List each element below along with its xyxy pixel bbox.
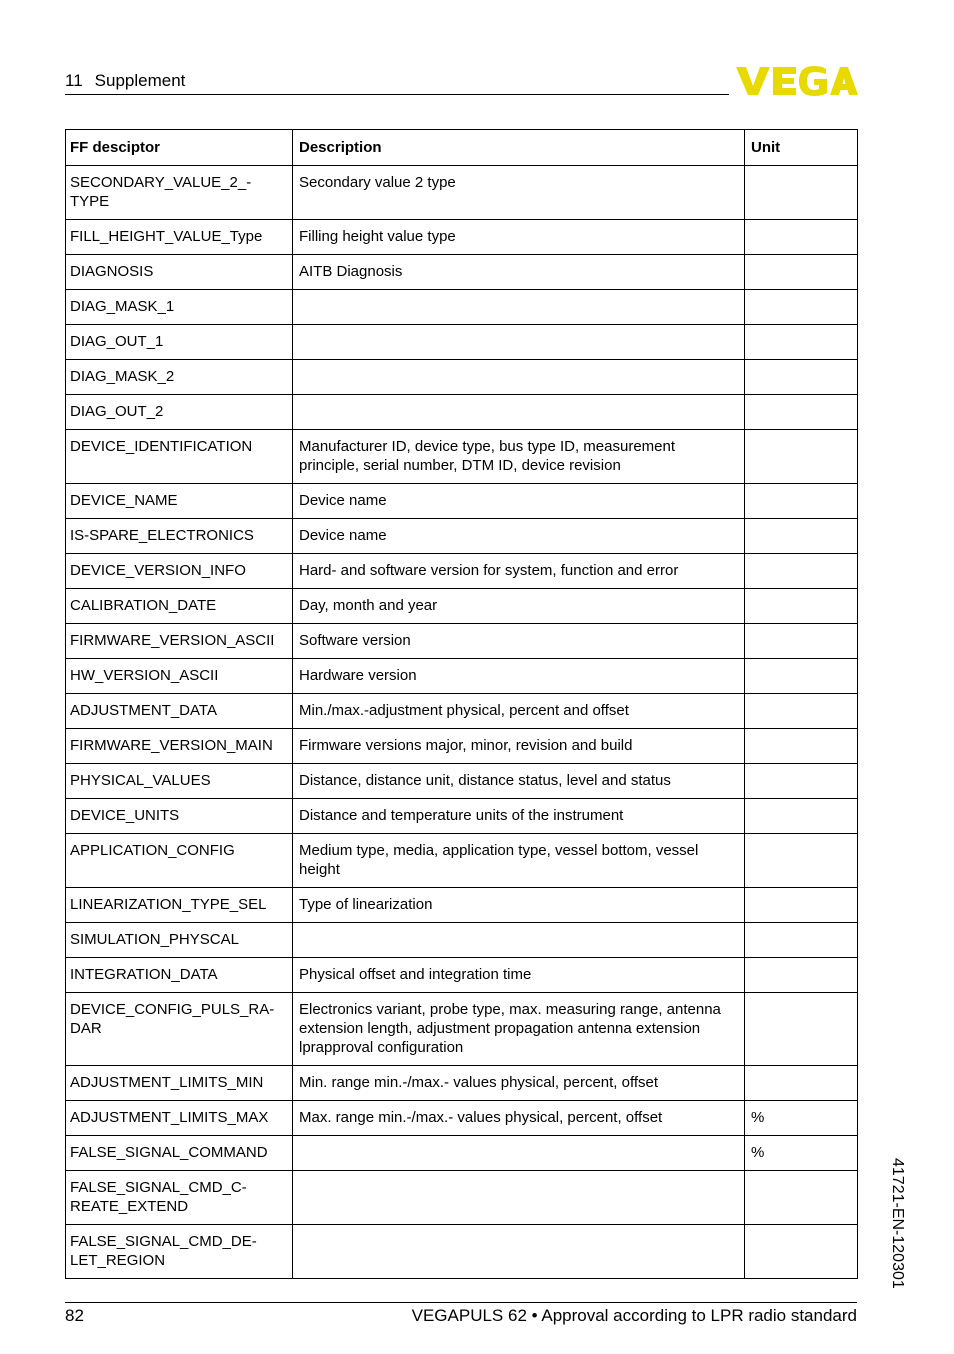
table-row	[66, 729, 858, 764]
cell-unit	[745, 519, 858, 554]
header-rule	[65, 94, 729, 95]
cell-description: Secondary value 2 type	[293, 166, 745, 220]
cell-descriptor: DIAG_OUT_2	[66, 395, 293, 430]
cell-unit	[745, 255, 858, 290]
footer-rule	[65, 1302, 857, 1303]
cell-description: Firmware versions major, minor, revision and build	[293, 729, 745, 764]
cell-unit	[745, 923, 858, 958]
cell-descriptor: IS-SPARE_ELECTRONICS	[66, 519, 293, 554]
cell-descriptor: FALSE_SIGNAL_CMD_DE- LET_REGION	[66, 1225, 293, 1279]
table-row	[66, 220, 858, 255]
table-row	[66, 993, 858, 1066]
cell-unit	[745, 1066, 858, 1101]
cell-descriptor: ADJUSTMENT_LIMITS_MIN	[66, 1066, 293, 1101]
document-code: 41721-EN-120301	[889, 1158, 906, 1289]
cell-descriptor: HW_VERSION_ASCII	[66, 659, 293, 694]
cell-descriptor: DEVICE_IDENTIFICATION	[66, 430, 293, 484]
table-row	[66, 764, 858, 799]
cell-description: Distance and temperature units of the instrument	[293, 799, 745, 834]
cell-descriptor: DEVICE_VERSION_INFO	[66, 554, 293, 589]
table-row	[66, 519, 858, 554]
cell-unit	[745, 360, 858, 395]
cell-descriptor: DEVICE_UNITS	[66, 799, 293, 834]
cell-description: Physical offset and integration time	[293, 958, 745, 993]
cell-unit	[745, 1225, 858, 1279]
cell-description	[293, 360, 745, 395]
cell-description: Min./max.-adjustment physical, percent and offset	[293, 694, 745, 729]
cell-descriptor: ADJUSTMENT_LIMITS_MAX	[66, 1101, 293, 1136]
cell-description: Manufacturer ID, device type, bus type ID, measurement principle, serial number, DTM ID, device revision	[293, 430, 745, 484]
cell-description: Software version	[293, 624, 745, 659]
cell-unit	[745, 1171, 858, 1225]
table-row	[66, 430, 858, 484]
cell-descriptor: DIAGNOSIS	[66, 255, 293, 290]
table-row	[66, 1066, 858, 1101]
cell-descriptor: DEVICE_NAME	[66, 484, 293, 519]
cell-descriptor: FILL_HEIGHT_VALUE_Type	[66, 220, 293, 255]
cell-description: Hard- and software version for system, function and error	[293, 554, 745, 589]
table-row	[66, 624, 858, 659]
cell-descriptor: APPLICATION_CONFIG	[66, 834, 293, 888]
cell-descriptor: INTEGRATION_DATA	[66, 958, 293, 993]
cell-descriptor: PHYSICAL_VALUES	[66, 764, 293, 799]
section-header	[65, 71, 185, 91]
vega-logo	[734, 64, 858, 98]
cell-description: Distance, distance unit, distance status, level and status	[293, 764, 745, 799]
page-number: 82	[65, 1306, 84, 1325]
table-body	[66, 166, 858, 1279]
cell-unit	[745, 799, 858, 834]
cell-unit	[745, 993, 858, 1066]
cell-descriptor: CALIBRATION_DATE	[66, 589, 293, 624]
table-row	[66, 166, 858, 220]
cell-unit	[745, 554, 858, 589]
table-header-row	[66, 130, 858, 166]
cell-descriptor: FALSE_SIGNAL_CMD_C- REATE_EXTEND	[66, 1171, 293, 1225]
cell-unit	[745, 764, 858, 799]
table-row	[66, 325, 858, 360]
cell-description: Medium type, media, application type, vessel bottom, vessel height	[293, 834, 745, 888]
cell-description	[293, 290, 745, 325]
header-unit: Unit	[745, 130, 858, 166]
cell-description: Electronics variant, probe type, max. measuring range, antenna extension length, adjustment propagation antenna extension lprapproval configuration	[293, 993, 745, 1066]
cell-description: Device name	[293, 484, 745, 519]
table-row	[66, 694, 858, 729]
table-row	[66, 888, 858, 923]
cell-unit: %	[745, 1136, 858, 1171]
cell-unit	[745, 958, 858, 993]
cell-descriptor: DIAG_MASK_2	[66, 360, 293, 395]
cell-description: Day, month and year	[293, 589, 745, 624]
cell-unit	[745, 729, 858, 764]
cell-unit	[745, 694, 858, 729]
header-ff-descriptor: FF desciptor	[66, 130, 293, 166]
cell-description	[293, 1171, 745, 1225]
section-number: 11	[65, 71, 83, 90]
cell-descriptor: DIAG_OUT_1	[66, 325, 293, 360]
table-row	[66, 1171, 858, 1225]
cell-descriptor: FIRMWARE_VERSION_ASCII	[66, 624, 293, 659]
cell-unit	[745, 325, 858, 360]
cell-descriptor: LINEARIZATION_TYPE_SEL	[66, 888, 293, 923]
cell-description	[293, 395, 745, 430]
table-row	[66, 1136, 858, 1171]
cell-unit	[745, 589, 858, 624]
ff-descriptor-table	[65, 129, 858, 1279]
cell-description: Type of linearization	[293, 888, 745, 923]
cell-description	[293, 325, 745, 360]
cell-descriptor: SECONDARY_VALUE_2_- TYPE	[66, 166, 293, 220]
table-row	[66, 360, 858, 395]
cell-unit	[745, 624, 858, 659]
cell-descriptor: FALSE_SIGNAL_COMMAND	[66, 1136, 293, 1171]
section-title: Supplement	[94, 71, 186, 90]
cell-unit	[745, 888, 858, 923]
header-description: Description	[293, 130, 745, 166]
table-row	[66, 554, 858, 589]
table-row	[66, 395, 858, 430]
table-row	[66, 589, 858, 624]
table-row	[66, 923, 858, 958]
cell-descriptor: FIRMWARE_VERSION_MAIN	[66, 729, 293, 764]
cell-unit	[745, 220, 858, 255]
table-row	[66, 1225, 858, 1279]
cell-descriptor: DEVICE_CONFIG_PULS_RA- DAR	[66, 993, 293, 1066]
table-row	[66, 799, 858, 834]
table-row	[66, 659, 858, 694]
cell-description	[293, 923, 745, 958]
cell-unit	[745, 430, 858, 484]
table-row	[66, 1101, 858, 1136]
cell-unit	[745, 484, 858, 519]
cell-description	[293, 1136, 745, 1171]
cell-description: Min. range min.-/max.- values physical, percent, offset	[293, 1066, 745, 1101]
cell-unit	[745, 834, 858, 888]
cell-descriptor: SIMULATION_PHYSCAL	[66, 923, 293, 958]
table-row	[66, 290, 858, 325]
cell-unit: %	[745, 1101, 858, 1136]
cell-description: AITB Diagnosis	[293, 255, 745, 290]
table-row	[66, 834, 858, 888]
cell-unit	[745, 290, 858, 325]
cell-description: Filling height value type	[293, 220, 745, 255]
table-row	[66, 255, 858, 290]
cell-unit	[745, 395, 858, 430]
table-row	[66, 958, 858, 993]
table-row	[66, 484, 858, 519]
cell-description: Max. range min.-/max.- values physical, percent, offset	[293, 1101, 745, 1136]
cell-description: Device name	[293, 519, 745, 554]
cell-unit	[745, 659, 858, 694]
cell-description: Hardware version	[293, 659, 745, 694]
cell-descriptor: ADJUSTMENT_DATA	[66, 694, 293, 729]
cell-description	[293, 1225, 745, 1279]
cell-unit	[745, 166, 858, 220]
cell-descriptor: DIAG_MASK_1	[66, 290, 293, 325]
document-title: VEGAPULS 62 • Approval according to LPR radio standard	[411, 1306, 857, 1325]
